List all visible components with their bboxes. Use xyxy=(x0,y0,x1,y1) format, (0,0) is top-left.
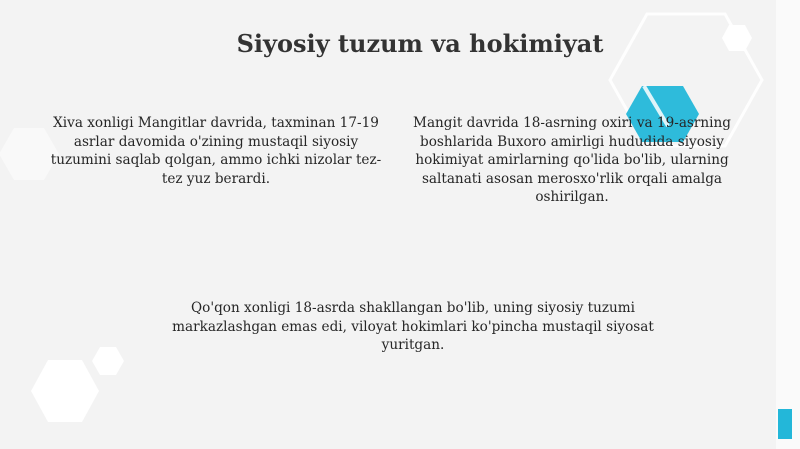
hexagon-white-bottom-left xyxy=(31,360,99,422)
hexagon-small-white xyxy=(722,25,752,51)
slide-title: Siyosiy tuzum va hokimiyat xyxy=(236,29,604,58)
right-edge-strip xyxy=(776,0,800,449)
paragraph-buxoro: Mangit davrida 18-asrning oxiri va 19-asrning boshlarida Buxoro amirligi hududida siyosiy hokimiyat amirlarning qo'lida bo'lib, ularning saltanati asosan merosxo'rlik orqali amalga oshirilgan. xyxy=(413,115,731,205)
paragraph-qoqon: Qo'qon xonligi 18-asrda shakllangan bo'lib, uning siyosiy tuzumi markazlashgan emas edi, viloyat hokimlari ko'pincha mustaqil siyosat yuritgan. xyxy=(172,300,654,353)
accent-bar xyxy=(778,409,792,439)
hexagon-white-small-bottom-left xyxy=(92,347,124,375)
paragraph-xiva: Xiva xonligi Mangitlar davrida, taxminan 17-19 asrlar davomida o'zining mustaqil siyosiy tuzumini saqlab qolgan, ammo ichki nizolar tez-tez yuz berardi. xyxy=(50,115,382,187)
